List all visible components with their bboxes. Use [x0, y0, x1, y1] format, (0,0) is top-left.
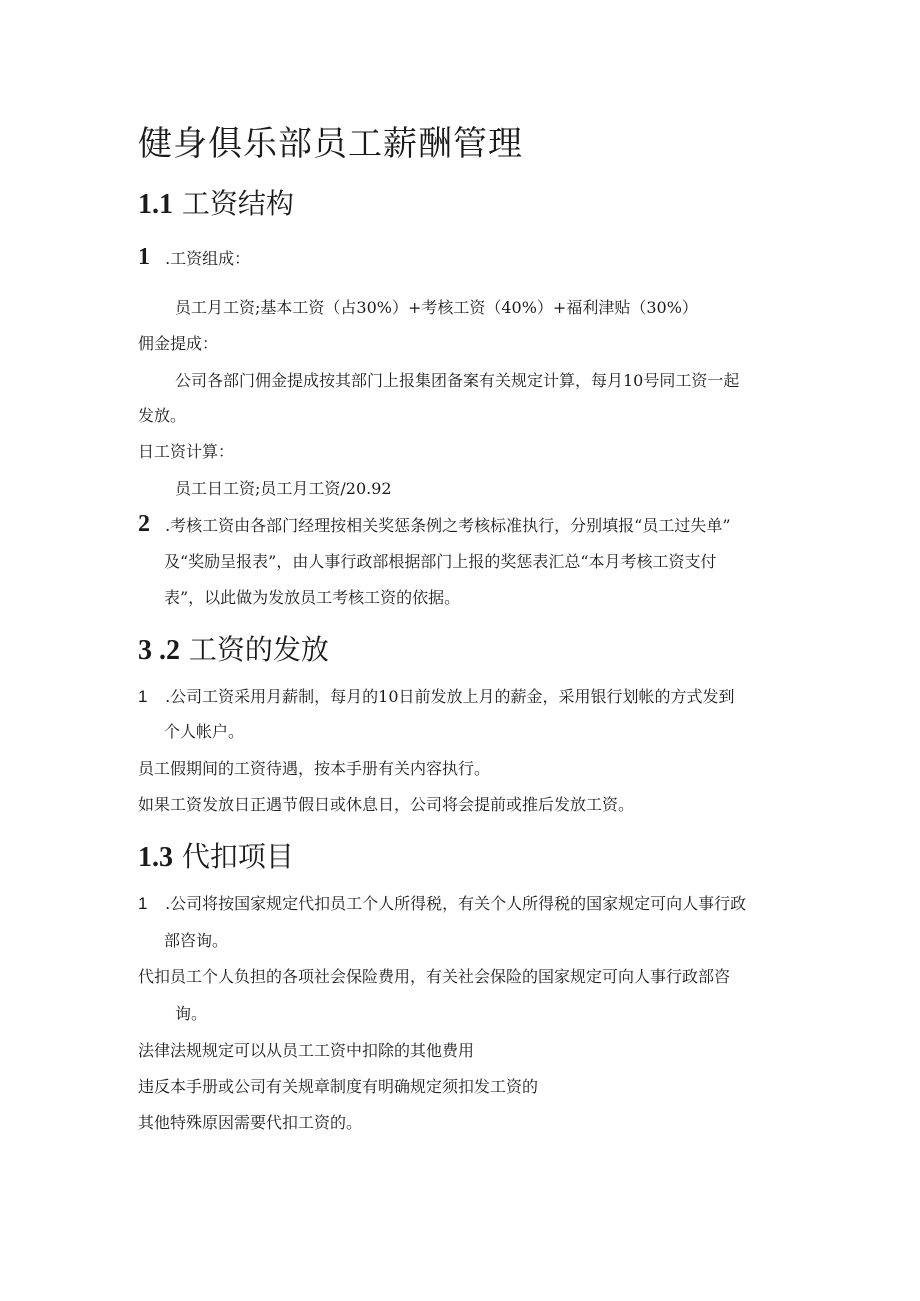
- commission-label: 佣金提成：: [138, 334, 219, 353]
- list-text: .考核工资由各部门经理按相关奖惩条例之考核标准执行，分别填报“员工过失单”: [165, 516, 731, 535]
- commission-text-line: 发放。: [138, 406, 187, 425]
- section-number: 3 .2: [138, 635, 180, 666]
- section-title: 工资结构: [181, 187, 294, 220]
- list-text-continuation: 表”，以此做为发放员工考核工资的依据。: [164, 588, 461, 607]
- list-number: 1: [138, 687, 148, 706]
- paragraph-social-insurance-continuation: 询。: [175, 1004, 208, 1023]
- list-number: 2: [138, 511, 150, 537]
- list-text-continuation: 及“奖励呈报表”，由人事行政部根据部门上报的奖惩表汇总“本月考核工资支付: [164, 552, 717, 571]
- paragraph-legal-deductions: 法律法规规定可以从员工工资中扣除的其他费用: [138, 1041, 475, 1060]
- list-text-continuation: 个人帐户。: [164, 722, 245, 741]
- list-item-assessment-salary: [138, 513, 731, 537]
- formula-monthly-salary: 员工月工资;基本工资（占30%）+考核工资（40%）+福利津贴（30%）: [175, 298, 698, 317]
- section-title: 工资的发放: [188, 633, 329, 666]
- section-heading-deductions: [138, 837, 294, 878]
- section-heading-salary-payment: [138, 630, 329, 671]
- daily-salary-label: 日工资计算：: [138, 442, 235, 461]
- list-text: .公司将按国家规定代扣员工个人所得税，有关个人所得税的国家规定可向人事行政: [165, 894, 747, 913]
- section-title: 代扣项目: [181, 840, 294, 873]
- section-number: 1.3: [138, 842, 173, 873]
- formula-daily-salary: 员工日工资;员工月工资/20.92: [175, 479, 392, 498]
- list-number: 1: [138, 894, 148, 913]
- commission-text-line: 公司各部门佣金提成按其部门上报集团备案有关规定计算，每月10号同工资一起: [175, 371, 740, 390]
- list-label: .工资组成：: [165, 249, 251, 268]
- list-text-continuation: 部咨询。: [164, 931, 229, 950]
- paragraph-leave-pay: 员工假期间的工资待遇，按本手册有关内容执行。: [138, 759, 491, 778]
- page-title: 健身俱乐部员工薪酬管理: [138, 124, 523, 164]
- list-number: 1: [138, 244, 150, 270]
- list-text: .公司工资采用月薪制，每月的10日前发放上月的薪金，采用银行划帐的方式发到: [165, 687, 735, 706]
- section-heading-salary-structure: [138, 184, 294, 225]
- section-number: 1.1: [138, 189, 173, 220]
- paragraph-other-deductions: 其他特殊原因需要代扣工资的。: [138, 1113, 363, 1132]
- paragraph-social-insurance: 代扣员工个人负担的各项社会保险费用，有关社会保险的国家规定可向人事行政部咨: [138, 967, 731, 986]
- list-item-monthly-pay: [138, 686, 735, 708]
- paragraph-holiday-pay: 如果工资发放日正遇节假日或休息日，公司将会提前或推后发放工资。: [138, 795, 635, 814]
- list-item-income-tax: [138, 893, 746, 915]
- list-item-salary-composition: [138, 246, 250, 270]
- paragraph-violation-deductions: 违反本手册或公司有关规章制度有明确规定须扣发工资的: [138, 1077, 539, 1096]
